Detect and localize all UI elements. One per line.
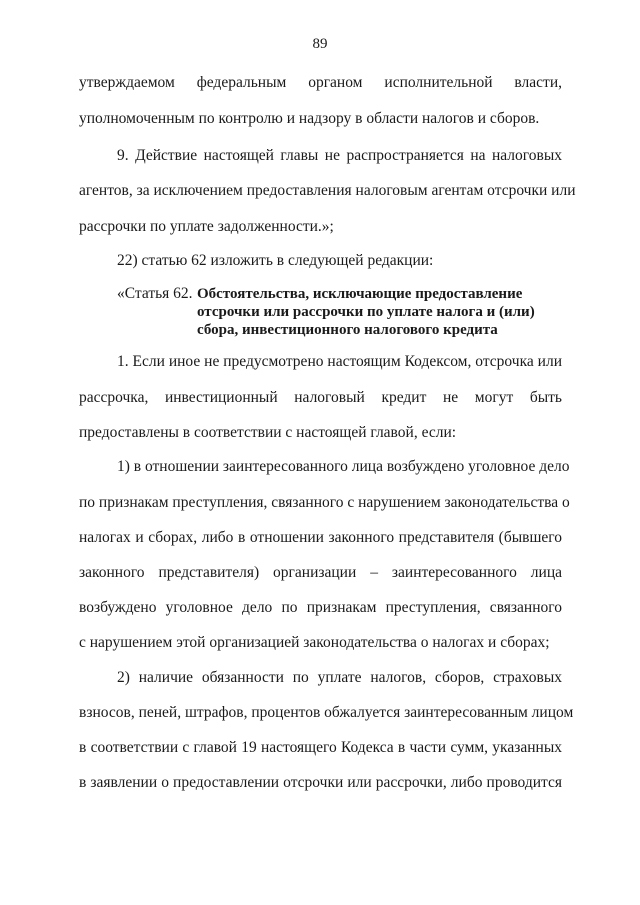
subclause-2-start: 2) наличие обязанности по уплате налогов, сборов, страховых xyxy=(117,669,562,686)
clause-1-start: 1. Если иное не предусмотрено настоящим Кодексом, отсрочка или xyxy=(117,353,562,370)
item-22-line: 22) статью 62 изложить в следующей редакции: xyxy=(117,252,434,269)
text-line: агентов, за исключением предоставления налоговым агентам отсрочки или xyxy=(79,182,576,199)
article-title-line: сбора, инвестиционного налогового кредита xyxy=(197,322,498,338)
article-title-line: отсрочки или рассрочки по уплате налога и (или) xyxy=(197,304,535,320)
text-line: по признакам преступления, связанного с нарушением законодательства о xyxy=(79,494,570,511)
text-line: утверждаемом федеральным органом исполнительной власти, xyxy=(79,74,562,91)
article-title-line: Обстоятельства, исключающие предоставление xyxy=(197,286,523,302)
text-line: в заявлении о предоставлении отсрочки или рассрочки, либо проводится xyxy=(79,774,562,791)
text-line: уполномоченным по контролю и надзору в области налогов и сборов. xyxy=(79,110,540,127)
text-line: рассрочка, инвестиционный налоговый кредит не могут быть xyxy=(79,389,562,406)
text-line: налогах и сборах, либо в отношении законного представителя (бывшего xyxy=(79,529,562,546)
text-line: рассрочки по уплате задолженности.»; xyxy=(79,218,334,235)
text-line: возбуждено уголовное дело по признакам преступления, связанного xyxy=(79,599,562,616)
text-line: взносов, пеней, штрафов, процентов обжалуется заинтересованным лицом xyxy=(79,704,574,721)
article-prefix: «Статья 62. xyxy=(117,285,193,302)
text-line: законного представителя) организации – заинтересованного лица xyxy=(79,564,562,581)
text-line: предоставлены в соответствии с настоящей главой, если: xyxy=(79,424,457,441)
subclause-1-start: 1) в отношении заинтересованного лица возбуждено уголовное дело xyxy=(117,458,570,475)
paragraph-9-start: 9. Действие настоящей главы не распространяется на налоговых xyxy=(117,147,562,164)
text-line: в соответствии с главой 19 настоящего Кодекса в части сумм, указанных xyxy=(79,739,562,756)
text-line: с нарушением этой организацией законодательства о налогах и сборах; xyxy=(79,634,550,651)
page-number: 89 xyxy=(312,36,328,52)
